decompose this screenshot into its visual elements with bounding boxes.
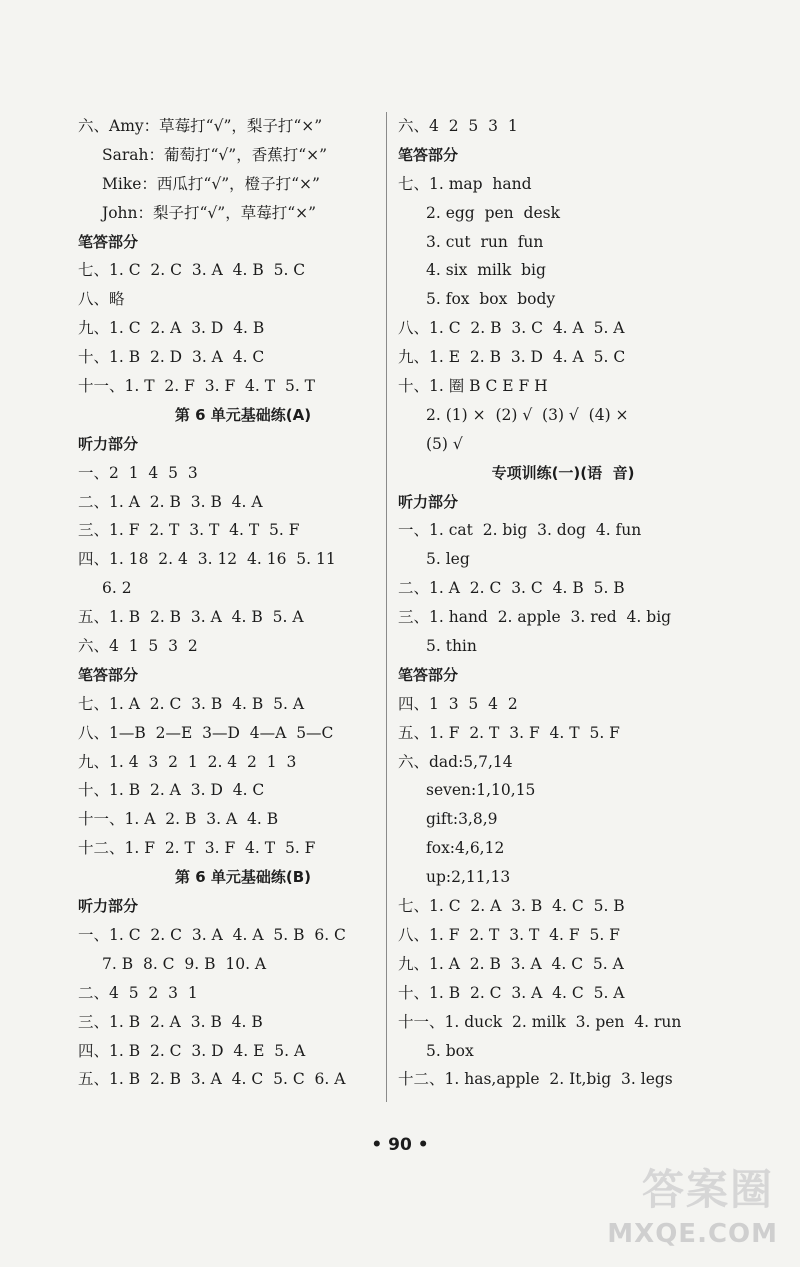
answer-line: 一、1. C 2. C 3. A 4. A 5. B 6. C: [78, 925, 346, 944]
answer-line: 一、1. cat 2. big 3. dog 4. fun: [398, 521, 642, 540]
page-number: • 90 •: [371, 1135, 429, 1155]
unit-title: 专项训练(一)(语 音): [491, 463, 635, 482]
answer-line: John：梨子打“√”，草莓打“×”: [102, 203, 317, 222]
section-heading: 听力部分: [78, 897, 139, 916]
answer-line: fox:4,6,12: [426, 839, 505, 858]
answer-line: 3. cut run fun: [426, 232, 544, 251]
answer-line: 二、4 5 2 3 1: [78, 983, 198, 1002]
answer-line: 十、1. B 2. C 3. A 4. C 5. A: [398, 983, 625, 1002]
answer-line: 七、1. map hand: [398, 174, 532, 193]
answer-line: 十一、1. duck 2. milk 3. pen 4. run: [398, 1012, 682, 1031]
answer-line: 三、1. B 2. A 3. B 4. B: [78, 1012, 263, 1031]
answer-line: 八、略: [78, 290, 125, 309]
answer-line: 十二、1. has,apple 2. It,big 3. legs: [398, 1070, 673, 1089]
site-watermark: [598, 1157, 778, 1249]
answer-line: 一、2 1 4 5 3: [78, 463, 198, 482]
right-answer-column: [398, 112, 728, 1094]
watermark-chinese-text: 答案圈: [641, 1165, 774, 1214]
answer-line: 七、1. C 2. A 3. B 4. C 5. B: [398, 897, 625, 916]
answer-line: 九、1. C 2. A 3. D 4. B: [78, 319, 265, 338]
answer-line: 2. egg pen desk: [426, 203, 560, 222]
section-heading: 笔答部分: [78, 665, 139, 684]
answer-line: 二、1. A 2. C 3. C 4. B 5. B: [398, 579, 625, 598]
answer-line: 九、1. 4 3 2 1 2. 4 2 1 3: [78, 752, 297, 771]
answer-line: 七、1. C 2. C 3. A 4. B 5. C: [78, 261, 306, 280]
unit-title: 第 6 单元基础练(B): [174, 868, 312, 887]
answer-line: 六、4 2 5 3 1: [398, 117, 518, 135]
answer-line: 十一、1. A 2. B 3. A 4. B: [78, 810, 279, 829]
answer-line: 5. leg: [426, 550, 470, 569]
answer-line: 六、dad:5,7,14: [398, 752, 513, 771]
answer-line: 六、4 1 5 3 2: [78, 637, 198, 656]
answer-line: 五、1. F 2. T 3. F 4. T 5. F: [398, 723, 620, 742]
answer-line: 六、Amy：草莓打“√”，梨子打“×”: [78, 117, 323, 135]
answer-line: 5. box: [426, 1041, 474, 1060]
left-answer-column: [78, 112, 408, 1094]
answer-line: 2. (1) × (2) √ (3) √ (4) ×: [426, 405, 629, 424]
answer-line: (5) √: [426, 434, 463, 453]
answer-line: 十一、1. T 2. F 3. F 4. T 5. T: [78, 377, 316, 396]
answer-line: up:2,11,13: [426, 868, 511, 887]
answer-line: Sarah：葡萄打“√”，香蕉打“×”: [102, 145, 328, 164]
section-heading: 笔答部分: [78, 232, 139, 251]
answer-line: 九、1. A 2. B 3. A 4. C 5. A: [398, 954, 624, 973]
answer-line: 十、1. 圈 B C E F H: [398, 377, 548, 396]
answer-line: gift:3,8,9: [426, 810, 498, 829]
answer-line: 4. six milk big: [426, 261, 546, 280]
answer-line: 6. 2: [102, 579, 132, 598]
answer-line: 八、1. F 2. T 3. T 4. F 5. F: [398, 925, 620, 944]
answer-line: 7. B 8. C 9. B 10. A: [102, 954, 267, 973]
section-heading: 听力部分: [398, 492, 459, 511]
answer-line: Mike：西瓜打“√”，橙子打“×”: [102, 174, 320, 193]
watermark-url-text: MXQE.COM: [607, 1219, 778, 1249]
section-heading: 听力部分: [78, 434, 139, 453]
answer-line: 三、1. F 2. T 3. T 4. T 5. F: [78, 521, 300, 540]
answer-line: 八、1. C 2. B 3. C 4. A 5. A: [398, 319, 625, 338]
answer-line: 四、1 3 5 4 2: [398, 694, 518, 713]
section-heading: 笔答部分: [398, 145, 459, 164]
unit-title: 第 6 单元基础练(A): [174, 405, 312, 424]
answer-line: 十、1. B 2. D 3. A 4. C: [78, 348, 265, 367]
answer-line: seven:1,10,15: [426, 781, 536, 800]
answer-line: 五、1. B 2. B 3. A 4. C 5. C 6. A: [78, 1070, 346, 1089]
answer-line: 四、1. B 2. C 3. D 4. E 5. A: [78, 1041, 306, 1060]
answer-line: 四、1. 18 2. 4 3. 12 4. 16 5. 11: [78, 550, 336, 569]
answer-line: 5. fox box body: [426, 290, 556, 309]
answer-line: 五、1. B 2. B 3. A 4. B 5. A: [78, 608, 304, 627]
answer-line: 三、1. hand 2. apple 3. red 4. big: [398, 608, 672, 627]
answer-line: 十、1. B 2. A 3. D 4. C: [78, 781, 265, 800]
answer-line: 九、1. E 2. B 3. D 4. A 5. C: [398, 348, 626, 367]
section-heading: 笔答部分: [398, 665, 459, 684]
answer-line: 二、1. A 2. B 3. B 4. A: [78, 492, 263, 511]
answer-line: 七、1. A 2. C 3. B 4. B 5. A: [78, 694, 305, 713]
answer-line: 十二、1. F 2. T 3. F 4. T 5. F: [78, 839, 316, 858]
answer-line: 八、1—B 2—E 3—D 4—A 5—C: [78, 723, 334, 742]
answer-line: 5. thin: [426, 637, 477, 656]
